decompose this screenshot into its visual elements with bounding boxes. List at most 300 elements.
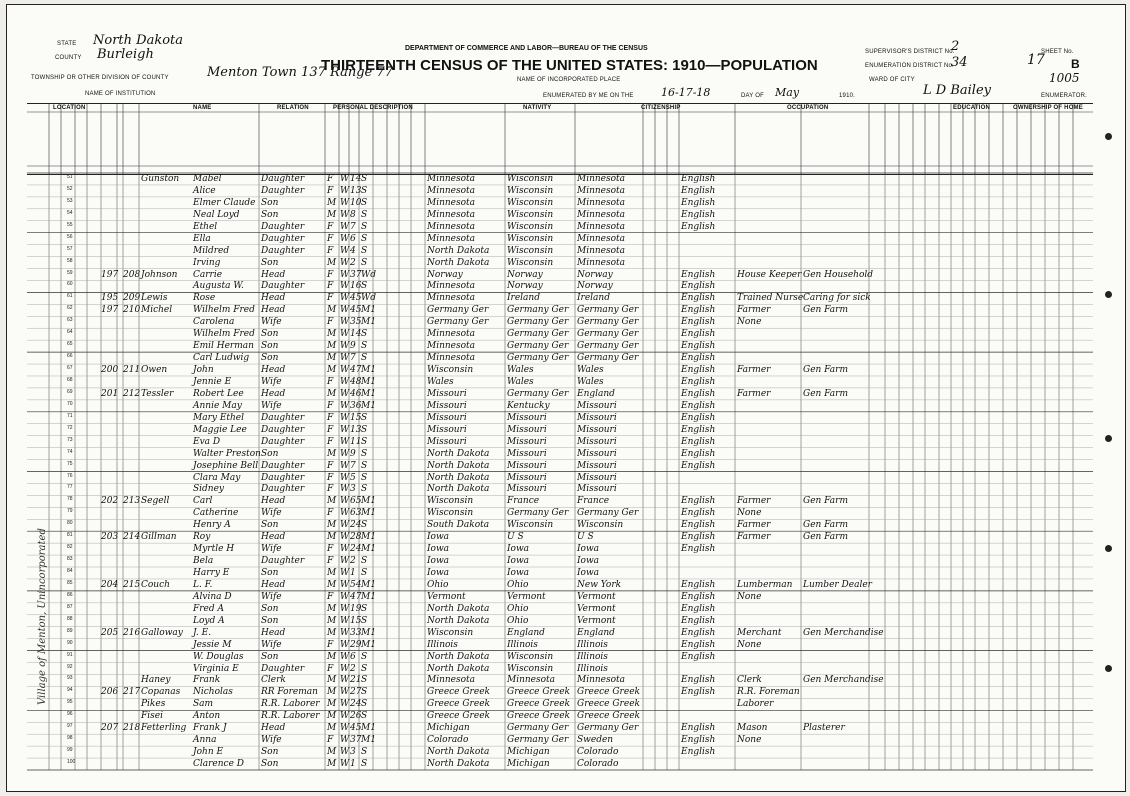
surname: Pikes [141, 699, 166, 710]
line-number: 65 [67, 341, 73, 348]
marital-status: M1 [361, 579, 376, 590]
birthplace: Ohio [427, 579, 449, 590]
sex: F [327, 424, 334, 435]
line-number: 96 [67, 711, 73, 718]
father-birthplace: Ohio [507, 615, 529, 626]
dwelling-number [101, 329, 117, 340]
surname [141, 461, 191, 472]
line-number: 76 [67, 472, 73, 479]
col-ownership: OWNERSHIP OF HOME [1013, 105, 1083, 111]
mother-birthplace: Missouri [577, 436, 617, 447]
industry [803, 747, 869, 758]
father-birthplace: Ohio [507, 579, 529, 590]
dwelling-number [101, 437, 117, 448]
age: 26 [350, 711, 362, 722]
marital-status: S [361, 257, 368, 268]
birthplace: Minnesota [427, 293, 476, 304]
sex: M [327, 341, 337, 352]
family-number [123, 401, 139, 412]
birthplace: North Dakota [427, 245, 490, 256]
birthplace: Wisconsin [427, 496, 474, 507]
age: 4 [350, 245, 356, 256]
age: 3 [350, 484, 356, 495]
family-number [123, 222, 139, 233]
race: W [340, 651, 350, 662]
relation: Head [261, 723, 286, 734]
sex: M [327, 448, 337, 459]
age: 47 [350, 591, 362, 602]
relation: Daughter [261, 436, 305, 447]
relation: Head [261, 388, 286, 399]
relation: Clerk [261, 675, 286, 686]
relation: Wife [261, 544, 282, 555]
birthplace: Minnesota [427, 185, 476, 196]
language [681, 246, 735, 257]
industry [803, 652, 869, 663]
given-name: Rose [193, 293, 216, 304]
line-number: 100 [67, 759, 76, 766]
sex: M [327, 209, 337, 220]
sex: F [327, 639, 334, 650]
age: 15 [350, 412, 362, 423]
relation: Son [261, 257, 279, 268]
language: English [681, 185, 716, 196]
language: English [681, 532, 716, 543]
marital-status: M1 [361, 591, 376, 602]
age: 45 [350, 723, 362, 734]
mother-birthplace: Minnesota [577, 233, 626, 244]
race: W [340, 365, 350, 376]
relation: Head [261, 293, 286, 304]
occupation [737, 246, 801, 257]
family-number [123, 484, 139, 495]
dwelling-number [101, 449, 117, 460]
birthplace: Minnesota [427, 174, 476, 184]
surname [141, 234, 191, 245]
line-number: 60 [67, 281, 73, 288]
given-name: Wilhelm Fred [193, 305, 255, 316]
punch-hole [1105, 133, 1112, 140]
marital-status: M1 [361, 305, 376, 316]
surname [141, 198, 191, 209]
age: 33 [350, 627, 362, 638]
father-birthplace: Wales [507, 376, 534, 387]
language: English [681, 174, 716, 184]
surname [141, 520, 191, 531]
mother-birthplace: Missouri [577, 424, 617, 435]
family-number [123, 508, 139, 519]
surname [141, 759, 191, 770]
industry [803, 592, 869, 603]
surname [141, 747, 191, 758]
line-number: 75 [67, 460, 73, 467]
birthplace: Germany Ger [427, 305, 489, 316]
given-name: Walter Preston [193, 448, 261, 459]
occupation: Farmer [737, 305, 771, 316]
marital-status: S [361, 603, 368, 614]
family-number: 213 [123, 496, 141, 507]
age: 9 [350, 448, 356, 459]
industry: Gen Farm [803, 532, 849, 543]
relation: Daughter [261, 663, 305, 674]
given-name: Henry A [193, 520, 231, 531]
sex: M [327, 353, 337, 364]
language: English [681, 269, 716, 280]
dwelling-number [101, 616, 117, 627]
mother-birthplace: Germany Ger [577, 317, 639, 328]
marital-status: S [361, 197, 368, 208]
col-citizenship: CITIZENSHIP [641, 105, 681, 111]
family-number [123, 449, 139, 460]
industry: Caring for sick [803, 293, 871, 304]
given-name: Roy [193, 532, 211, 543]
dwelling-number [101, 664, 117, 675]
father-birthplace: Missouri [507, 424, 547, 435]
surname: Couch [141, 579, 170, 590]
surname: Johnson [141, 269, 178, 280]
dwelling-number [101, 711, 117, 722]
census-sheet [6, 4, 1126, 792]
marital-status: S [361, 174, 368, 184]
sex: M [327, 711, 337, 722]
given-name: Anton [193, 711, 221, 722]
race: W [340, 747, 350, 758]
family-number [123, 377, 139, 388]
surname: Fisei [141, 711, 163, 722]
occupation [737, 413, 801, 424]
industry: Gen Household [803, 269, 874, 280]
relation: Daughter [261, 281, 305, 292]
mother-birthplace: Germany Ger [577, 329, 639, 340]
surname [141, 616, 191, 627]
marital-status: S [361, 615, 368, 626]
father-birthplace: Greece Greek [507, 711, 570, 722]
relation: Son [261, 197, 279, 208]
line-number: 57 [67, 245, 73, 252]
age: 45 [350, 305, 362, 316]
surname [141, 186, 191, 197]
father-birthplace: Germany Ger [507, 723, 569, 734]
industry [803, 198, 869, 209]
sex: F [327, 663, 334, 674]
given-name: Mildred [193, 245, 230, 256]
age: 36 [350, 400, 362, 411]
marital-status: S [361, 484, 368, 495]
race: W [340, 233, 350, 244]
surname [141, 329, 191, 340]
age: 7 [350, 221, 356, 232]
race: W [340, 556, 350, 567]
sex: M [327, 579, 337, 590]
mother-birthplace: Colorado [577, 759, 619, 770]
occupation: None [737, 639, 762, 650]
birthplace: Minnesota [427, 221, 476, 232]
age: 54 [350, 579, 362, 590]
surname: Haney [141, 675, 171, 686]
industry [803, 210, 869, 221]
dwelling-number [101, 413, 117, 424]
relation: Wife [261, 317, 282, 328]
industry [803, 186, 869, 197]
occupation: Laborer [737, 699, 774, 710]
marital-status: S [361, 281, 368, 292]
line-number: 64 [67, 329, 73, 336]
race: W [340, 639, 350, 650]
family-number: 212 [123, 388, 141, 399]
marital-status: S [361, 353, 368, 364]
family-number [123, 747, 139, 758]
relation: Wife [261, 508, 282, 519]
surname [141, 735, 191, 746]
language [681, 556, 735, 567]
dwelling-number [101, 341, 117, 352]
industry [803, 604, 869, 615]
birthplace: Michigan [427, 723, 470, 734]
dwelling-number: 195 [101, 293, 119, 304]
dwelling-number [101, 544, 117, 555]
family-number [123, 520, 139, 531]
race: W [340, 699, 350, 710]
birthplace: Minnesota [427, 341, 476, 352]
father-birthplace: Germany Ger [507, 341, 569, 352]
relation: Son [261, 448, 279, 459]
relation: Daughter [261, 233, 305, 244]
language: English [681, 520, 716, 531]
relation: Wife [261, 591, 282, 602]
family-number [123, 234, 139, 245]
birthplace: Minnesota [427, 353, 476, 364]
line-number: 88 [67, 615, 73, 622]
age: 46 [350, 388, 362, 399]
dwelling-number: 202 [101, 496, 119, 507]
race: W [340, 281, 350, 292]
family-number: 210 [123, 305, 141, 316]
birthplace: Illinois [427, 639, 458, 650]
dwelling-number [101, 401, 117, 412]
industry [803, 174, 869, 185]
family-number: 218 [123, 723, 141, 734]
family-number [123, 174, 139, 185]
birthplace: Minnesota [427, 209, 476, 220]
mother-birthplace: Missouri [577, 472, 617, 483]
mother-birthplace: England [577, 627, 615, 638]
age: 10 [350, 197, 362, 208]
dwelling-number [101, 508, 117, 519]
marital-status: S [361, 209, 368, 220]
age: 24 [350, 699, 362, 710]
industry [803, 508, 869, 519]
language: English [681, 627, 716, 638]
occupation: None [737, 508, 762, 519]
given-name: Robert Lee [193, 388, 244, 399]
mother-birthplace: Illinois [577, 639, 608, 650]
sex: M [327, 603, 337, 614]
line-number: 71 [67, 412, 73, 419]
relation: Son [261, 520, 279, 531]
industry: Gen Merchandise [803, 675, 884, 686]
line-number: 91 [67, 651, 73, 658]
dwelling-number [101, 461, 117, 472]
race: W [340, 376, 350, 387]
birthplace: Missouri [427, 400, 467, 411]
sex: F [327, 185, 334, 196]
age: 9 [350, 341, 356, 352]
family-number [123, 735, 139, 746]
given-name: Emil Herman [193, 341, 254, 352]
family-number [123, 186, 139, 197]
given-name: Loyd A [193, 615, 225, 626]
line-number: 77 [67, 484, 73, 491]
given-name: John [193, 365, 214, 376]
father-birthplace: Greece Greek [507, 687, 570, 698]
mother-birthplace: Missouri [577, 460, 617, 471]
birthplace: Wisconsin [427, 508, 474, 519]
marital-status: M1 [361, 532, 376, 543]
race: W [340, 305, 350, 316]
race: W [340, 627, 350, 638]
occupation: Lumberman [737, 579, 793, 590]
relation: Daughter [261, 245, 305, 256]
age: 28 [350, 532, 362, 543]
marital-status: S [361, 436, 368, 447]
sex: M [327, 388, 337, 399]
marital-status: M1 [361, 376, 376, 387]
surname: Copanas [141, 687, 181, 698]
line-number: 79 [67, 508, 73, 515]
marital-status: M1 [361, 735, 376, 746]
race: W [340, 603, 350, 614]
marital-status: S [361, 711, 368, 722]
marital-status: S [361, 424, 368, 435]
line-number: 90 [67, 639, 73, 646]
institution-label: NAME OF INSTITUTION [85, 91, 156, 97]
language: English [681, 388, 716, 399]
line-number: 67 [67, 365, 73, 372]
marital-status: M1 [361, 508, 376, 519]
race: W [340, 353, 350, 364]
surname: Michel [141, 305, 173, 316]
occupation: Trained Nurse [737, 293, 804, 304]
mother-birthplace: Norway [577, 269, 613, 280]
race: W [340, 615, 350, 626]
surname: Gunston [141, 174, 180, 184]
language: English [681, 579, 716, 590]
surname [141, 210, 191, 221]
dwelling-number [101, 377, 117, 388]
language [681, 699, 735, 710]
birthplace: Missouri [427, 436, 467, 447]
given-name: Clara May [193, 472, 241, 483]
father-birthplace: Iowa [507, 556, 530, 567]
dwelling-number [101, 759, 117, 770]
occupation [737, 234, 801, 245]
line-number: 78 [67, 496, 73, 503]
sex: F [327, 233, 334, 244]
sex: M [327, 568, 337, 579]
mother-birthplace: New York [577, 579, 622, 590]
industry [803, 401, 869, 412]
age: 14 [350, 329, 362, 340]
language: English [681, 436, 716, 447]
family-number: 209 [123, 293, 141, 304]
line-number: 52 [67, 185, 73, 192]
relation: Son [261, 341, 279, 352]
line-number: 59 [67, 269, 73, 276]
column-headers [27, 103, 1093, 175]
mother-birthplace: Iowa [577, 544, 600, 555]
father-birthplace: Iowa [507, 544, 530, 555]
given-name: Fred A [193, 603, 224, 614]
birthplace: Minnesota [427, 233, 476, 244]
age: 2 [350, 556, 356, 567]
mother-birthplace: Greece Greek [577, 699, 640, 710]
sex: M [327, 496, 337, 507]
father-birthplace: Minnesota [507, 675, 556, 686]
birthplace: Germany Ger [427, 317, 489, 328]
relation: Head [261, 627, 286, 638]
language: English [681, 687, 716, 698]
language: English [681, 460, 716, 471]
family-number [123, 759, 139, 770]
supervisor-label: SUPERVISOR'S DISTRICT No. [865, 49, 955, 55]
father-birthplace: Wisconsin [507, 185, 554, 196]
line-number: 83 [67, 556, 73, 563]
language: English [681, 412, 716, 423]
surname [141, 317, 191, 328]
given-name: Wilhelm Fred [193, 329, 255, 340]
industry [803, 449, 869, 460]
mother-birthplace: Minnesota [577, 197, 626, 208]
language: English [681, 675, 716, 686]
race: W [340, 221, 350, 232]
age: 1 [350, 759, 356, 770]
family-number: 215 [123, 579, 141, 590]
family-number [123, 699, 139, 710]
father-birthplace: Germany Ger [507, 353, 569, 364]
industry [803, 234, 869, 245]
dwelling-number [101, 186, 117, 197]
industry: Gen Farm [803, 496, 849, 507]
language [681, 258, 735, 269]
line-number: 68 [67, 376, 73, 383]
dwelling-number [101, 604, 117, 615]
marital-status: M1 [361, 400, 376, 411]
industry [803, 556, 869, 567]
surname [141, 568, 191, 579]
line-number: 74 [67, 448, 73, 455]
language: English [681, 341, 716, 352]
language: English [681, 735, 716, 746]
language: English [681, 544, 716, 555]
race: W [340, 209, 350, 220]
birthplace: Greece Greek [427, 687, 490, 698]
language: English [681, 197, 716, 208]
mother-birthplace: Missouri [577, 448, 617, 459]
surname [141, 258, 191, 269]
industry: Gen Merchandise [803, 627, 884, 638]
race: W [340, 735, 350, 746]
race: W [340, 508, 350, 519]
mother-birthplace: Colorado [577, 747, 619, 758]
age: 7 [350, 353, 356, 364]
relation: Wife [261, 376, 282, 387]
relation: Head [261, 365, 286, 376]
given-name: Annie May [193, 400, 242, 411]
father-birthplace: Illinois [507, 639, 538, 650]
surname [141, 449, 191, 460]
race: W [340, 185, 350, 196]
race: W [340, 591, 350, 602]
